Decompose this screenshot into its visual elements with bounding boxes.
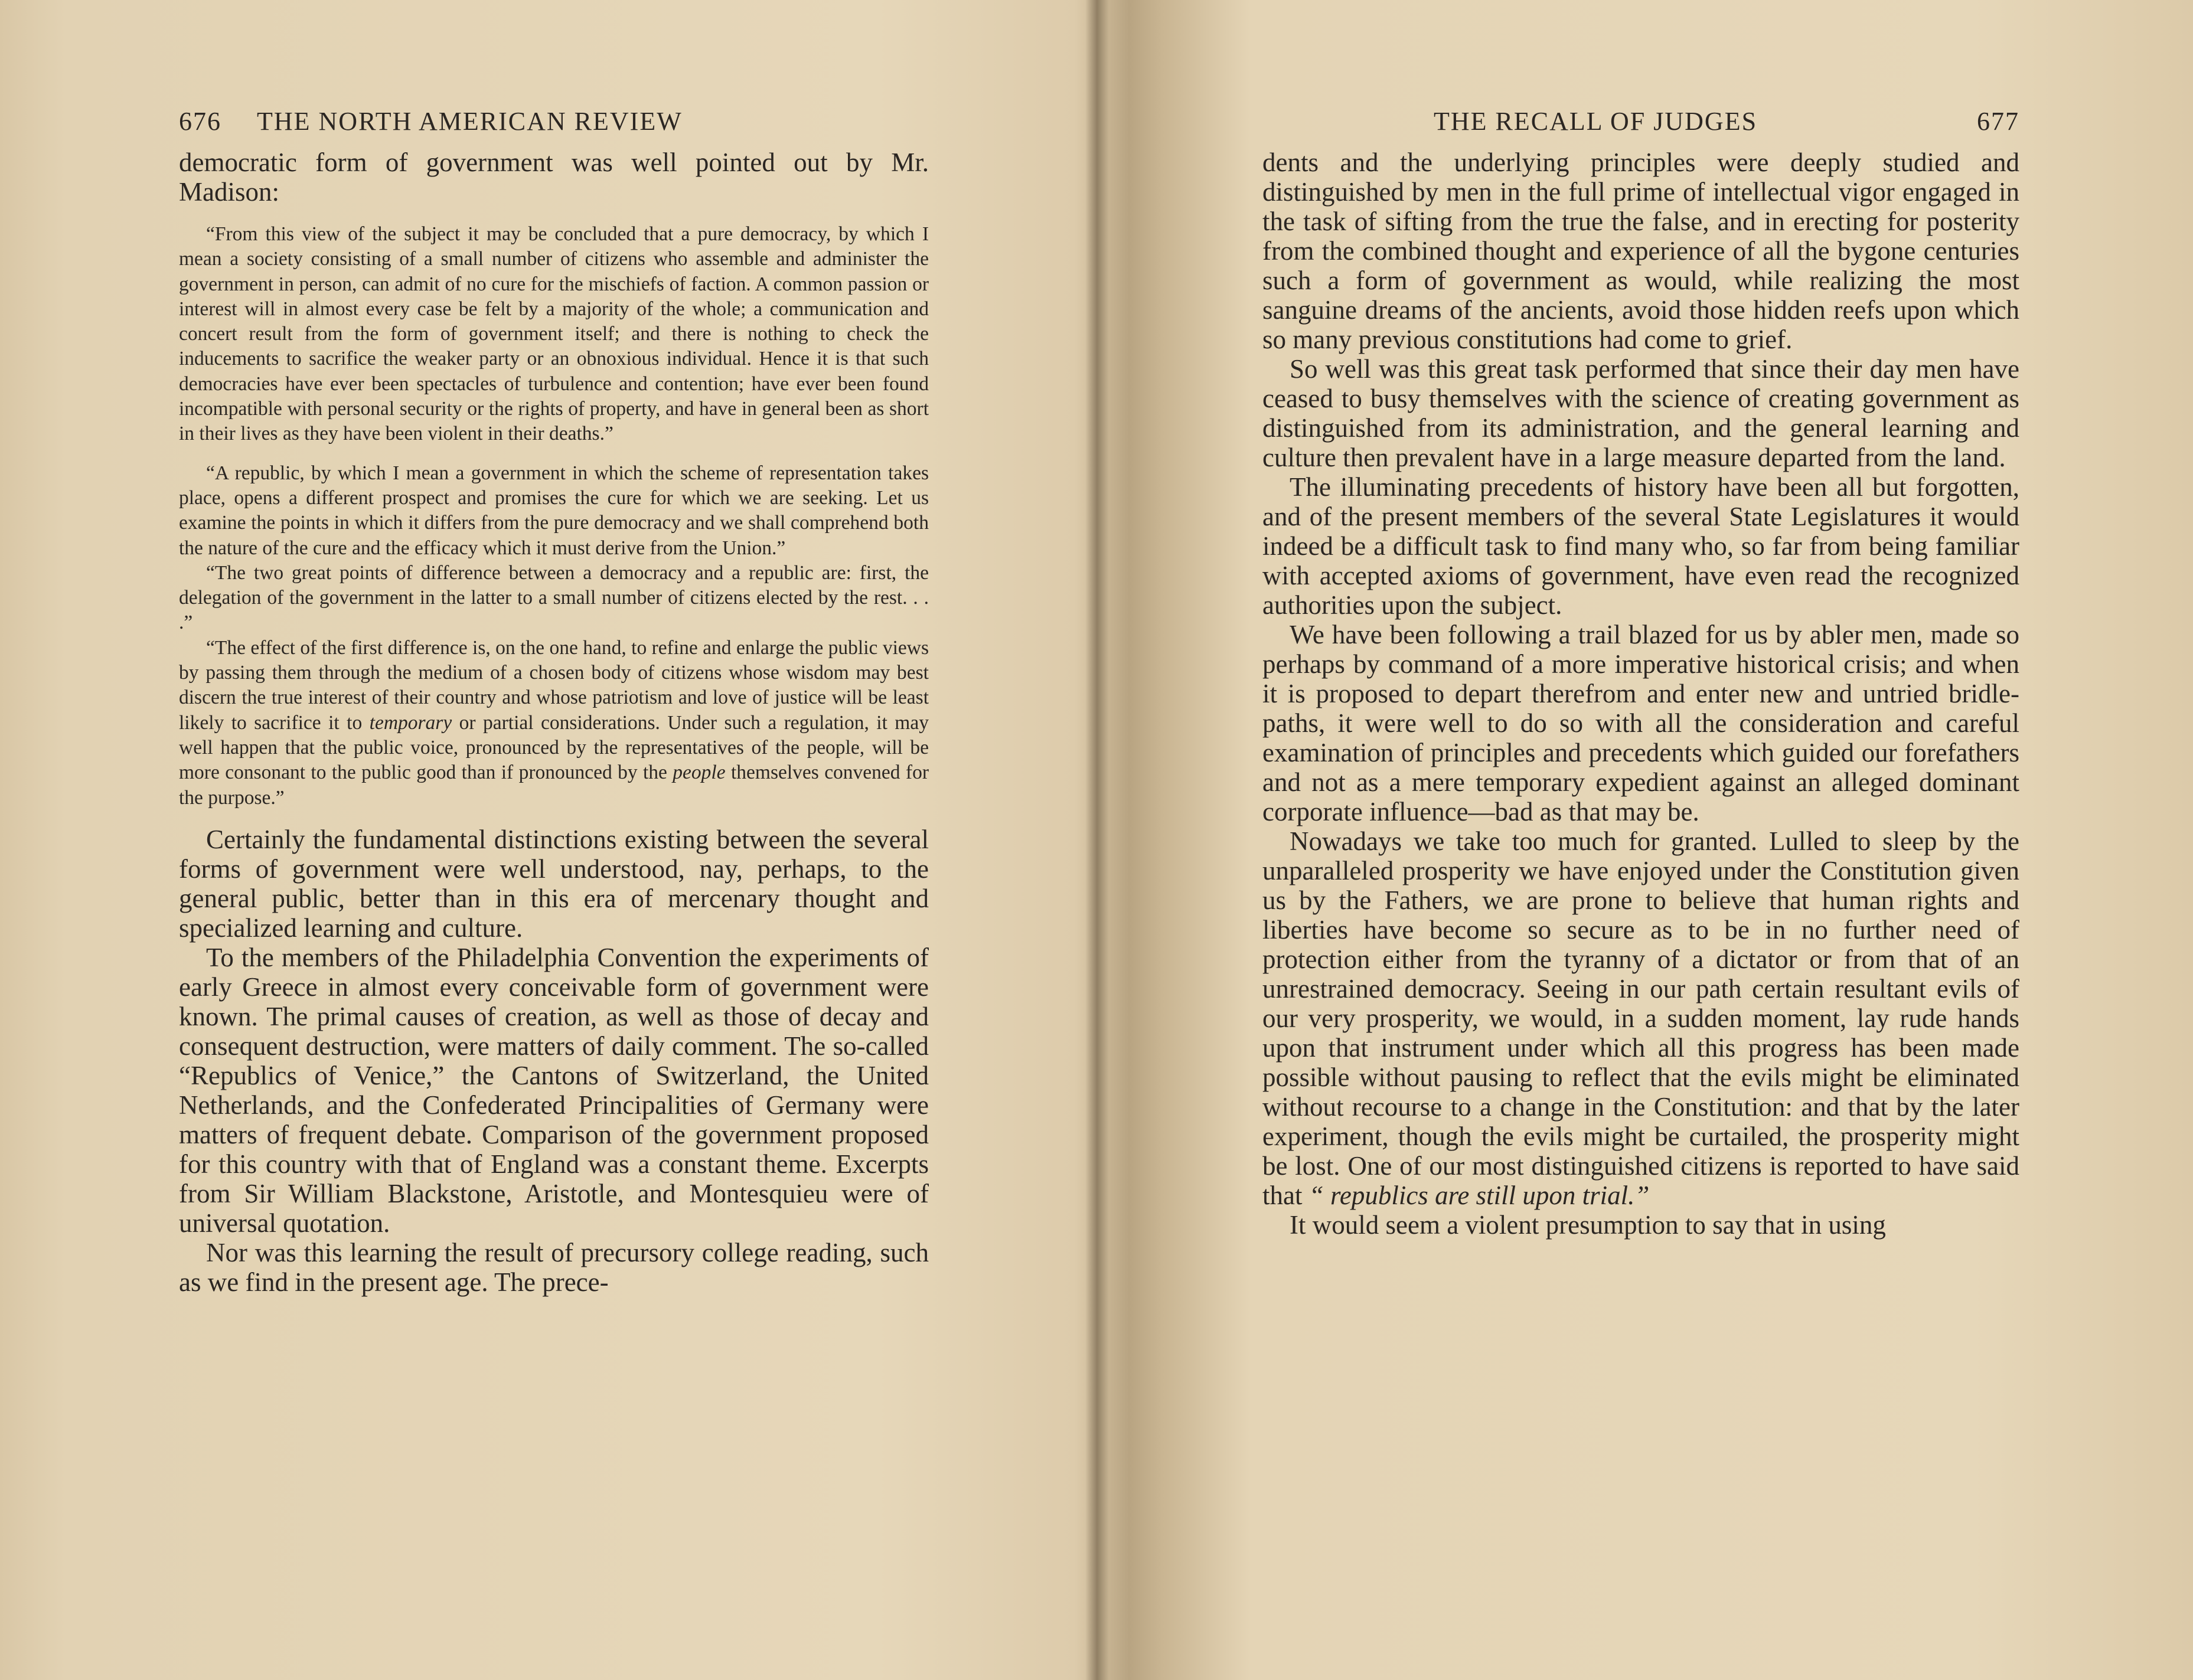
right-page-header	[1262, 106, 2019, 148]
left-page-header	[179, 106, 929, 148]
page-number-left: 676	[179, 107, 221, 136]
page-number-right: 677	[1977, 107, 2019, 136]
body-paragraph: It would seem a violent presumption to say that in using	[1290, 1210, 1886, 1240]
book-gutter	[1085, 0, 1109, 1680]
running-head-right: THE RECALL OF JUDGES	[1434, 107, 1758, 136]
left-body	[179, 148, 929, 207]
opening-lines: democratic form of government was well pointed out by Mr. Madison:	[179, 148, 929, 207]
quote-paragraph: “The effect of the first difference is, on the one hand, to refine and enlarge the public views by passing them through the medium of a chosen body of citizens whose wisdom may best discern the true interest of their country and whose patriotism and love of justice will be least likely to sacrifice it to temporary or partial considerations. Under such a regulation, it may well happen that the public voice, pronounced by the representatives of the people, will be more consonant to the public good than if pronounced by the people themselves convened for the purpose.”	[179, 636, 929, 809]
body-paragraph: To the members of the Philadelphia Convention the experiments of early Greece in almost every conceivable form of government were known. The primal causes of creation, as well as those of decay and consequent destruction, were matters of daily comment. The so-called “Republics of Venice,” the Cantons of Switzerland, the United Netherlands, and the Confederated Principalities of Germany were matters of frequent debate. Comparison of the government proposed for this country with that of England was a constant theme. Excerpts from Sir William Blackstone, Aristotle, and Montesquieu were of universal quotation.	[179, 942, 929, 1238]
right-page	[1262, 106, 2019, 1240]
madison-quote-2	[179, 461, 929, 810]
quote-paragraph: “A republic, by which I mean a government in which the scheme of representation takes place, opens a different prospect and promises the cure for which we are seeking. Let us examine the points in which it differs from the pure democracy and we shall comprehend both the nature of the cure and the efficacy which it must derive from the Union.”	[179, 462, 929, 559]
running-head-left: THE NORTH AMERICAN REVIEW	[257, 107, 683, 136]
body-paragraph: We have been following a trail blazed for us by abler men, made so perhaps by command of a more imperative historical crisis; and when it is proposed to depart therefrom and enter new and untried bridle-paths, it were well to do so with all the consideration and careful examination of principles and precedents which guided our forefathers and not as a mere temporary expedient against an alleged dominant corporate influence—bad as that may be.	[1262, 620, 2019, 826]
body-paragraph: dents and the underlying principles were deeply studied and distinguished by men in the full prime of intellectual vigor engaged in the task of sifting from the true the false, and in erecting for posterity from the combined thought and experience of all the bygone centuries such a form of government as would, while realizing the most sanguine dreams of the ancients, avoid those hidden reefs upon which so many previous constitutions had come to grief.	[1262, 148, 2019, 354]
body-paragraph: The illuminating precedents of history have been all but forgotten, and of the present members of the several State Legislatures it would indeed be a difficult task to find many who, so far from being familiar with accepted axioms of government, have even read the recognized authorities upon the subject.	[1262, 472, 2019, 620]
body-paragraph: Nowadays we take too much for granted. Lulled to sleep by the unparalleled prosperity we have enjoyed under the Constitution given us by the Fathers, we are prone to believe that human rights and liberties have become so secure as to be in no further need of protection either from the tyranny of a dictator or from that of an unrestrained democracy. Seeing in our path certain resultant evils of our very prosperity, we would, in a sudden moment, lay rude hands upon that instrument under which all this progress has been made possible without pausing to reflect that the evils might be eliminated without recourse to a change in the Constitution: and that by the later experiment, though the evils might be curtailed, the prosperity might be lost. One of our most distinguished citizens is reported to have said that “ republics are still upon trial.”	[1262, 826, 2019, 1210]
body-paragraph: Nor was this learning the result of precursory college reading, such as we find in the present age. The prece-	[179, 1237, 929, 1297]
quote-paragraph: “The two great points of difference between a democracy and a republic are: first, the delegation of the government in the latter to a small number of citizens elected by the rest. . . .”	[179, 561, 929, 634]
left-body-continued	[179, 825, 929, 1297]
body-paragraph: Certainly the fundamental distinctions existing between the several forms of government were well understood, nay, perhaps, to the general public, better than in this era of mercenary thought and specialized learning and culture.	[179, 824, 929, 943]
madison-quote-1	[179, 222, 929, 447]
left-page	[179, 106, 929, 1297]
body-paragraph: So well was this great task performed that since their day men have ceased to busy themselves with the science of creating government as distinguished from its administration, and the general learning and culture then prevalent have in a large measure departed from the land.	[1262, 354, 2019, 472]
right-body	[1262, 148, 2019, 1240]
quote-paragraph: “From this view of the subject it may be concluded that a pure democracy, by which I mean a society consisting of a small number of citizens who assemble and administer the government in person, can admit of no cure for the mischiefs of faction. A common passion or interest will in almost every case be felt by a majority of the whole; a communication and concert result from the form of government itself; and there is nothing to check the inducements to sacrifice the weaker party or an obnoxious individual. Hence it is that such democracies have ever been spectacles of turbulence and contention; have ever been found incompatible with personal security or the rights of property, and have in general been as short in their lives as they have been violent in their deaths.”	[179, 223, 929, 445]
